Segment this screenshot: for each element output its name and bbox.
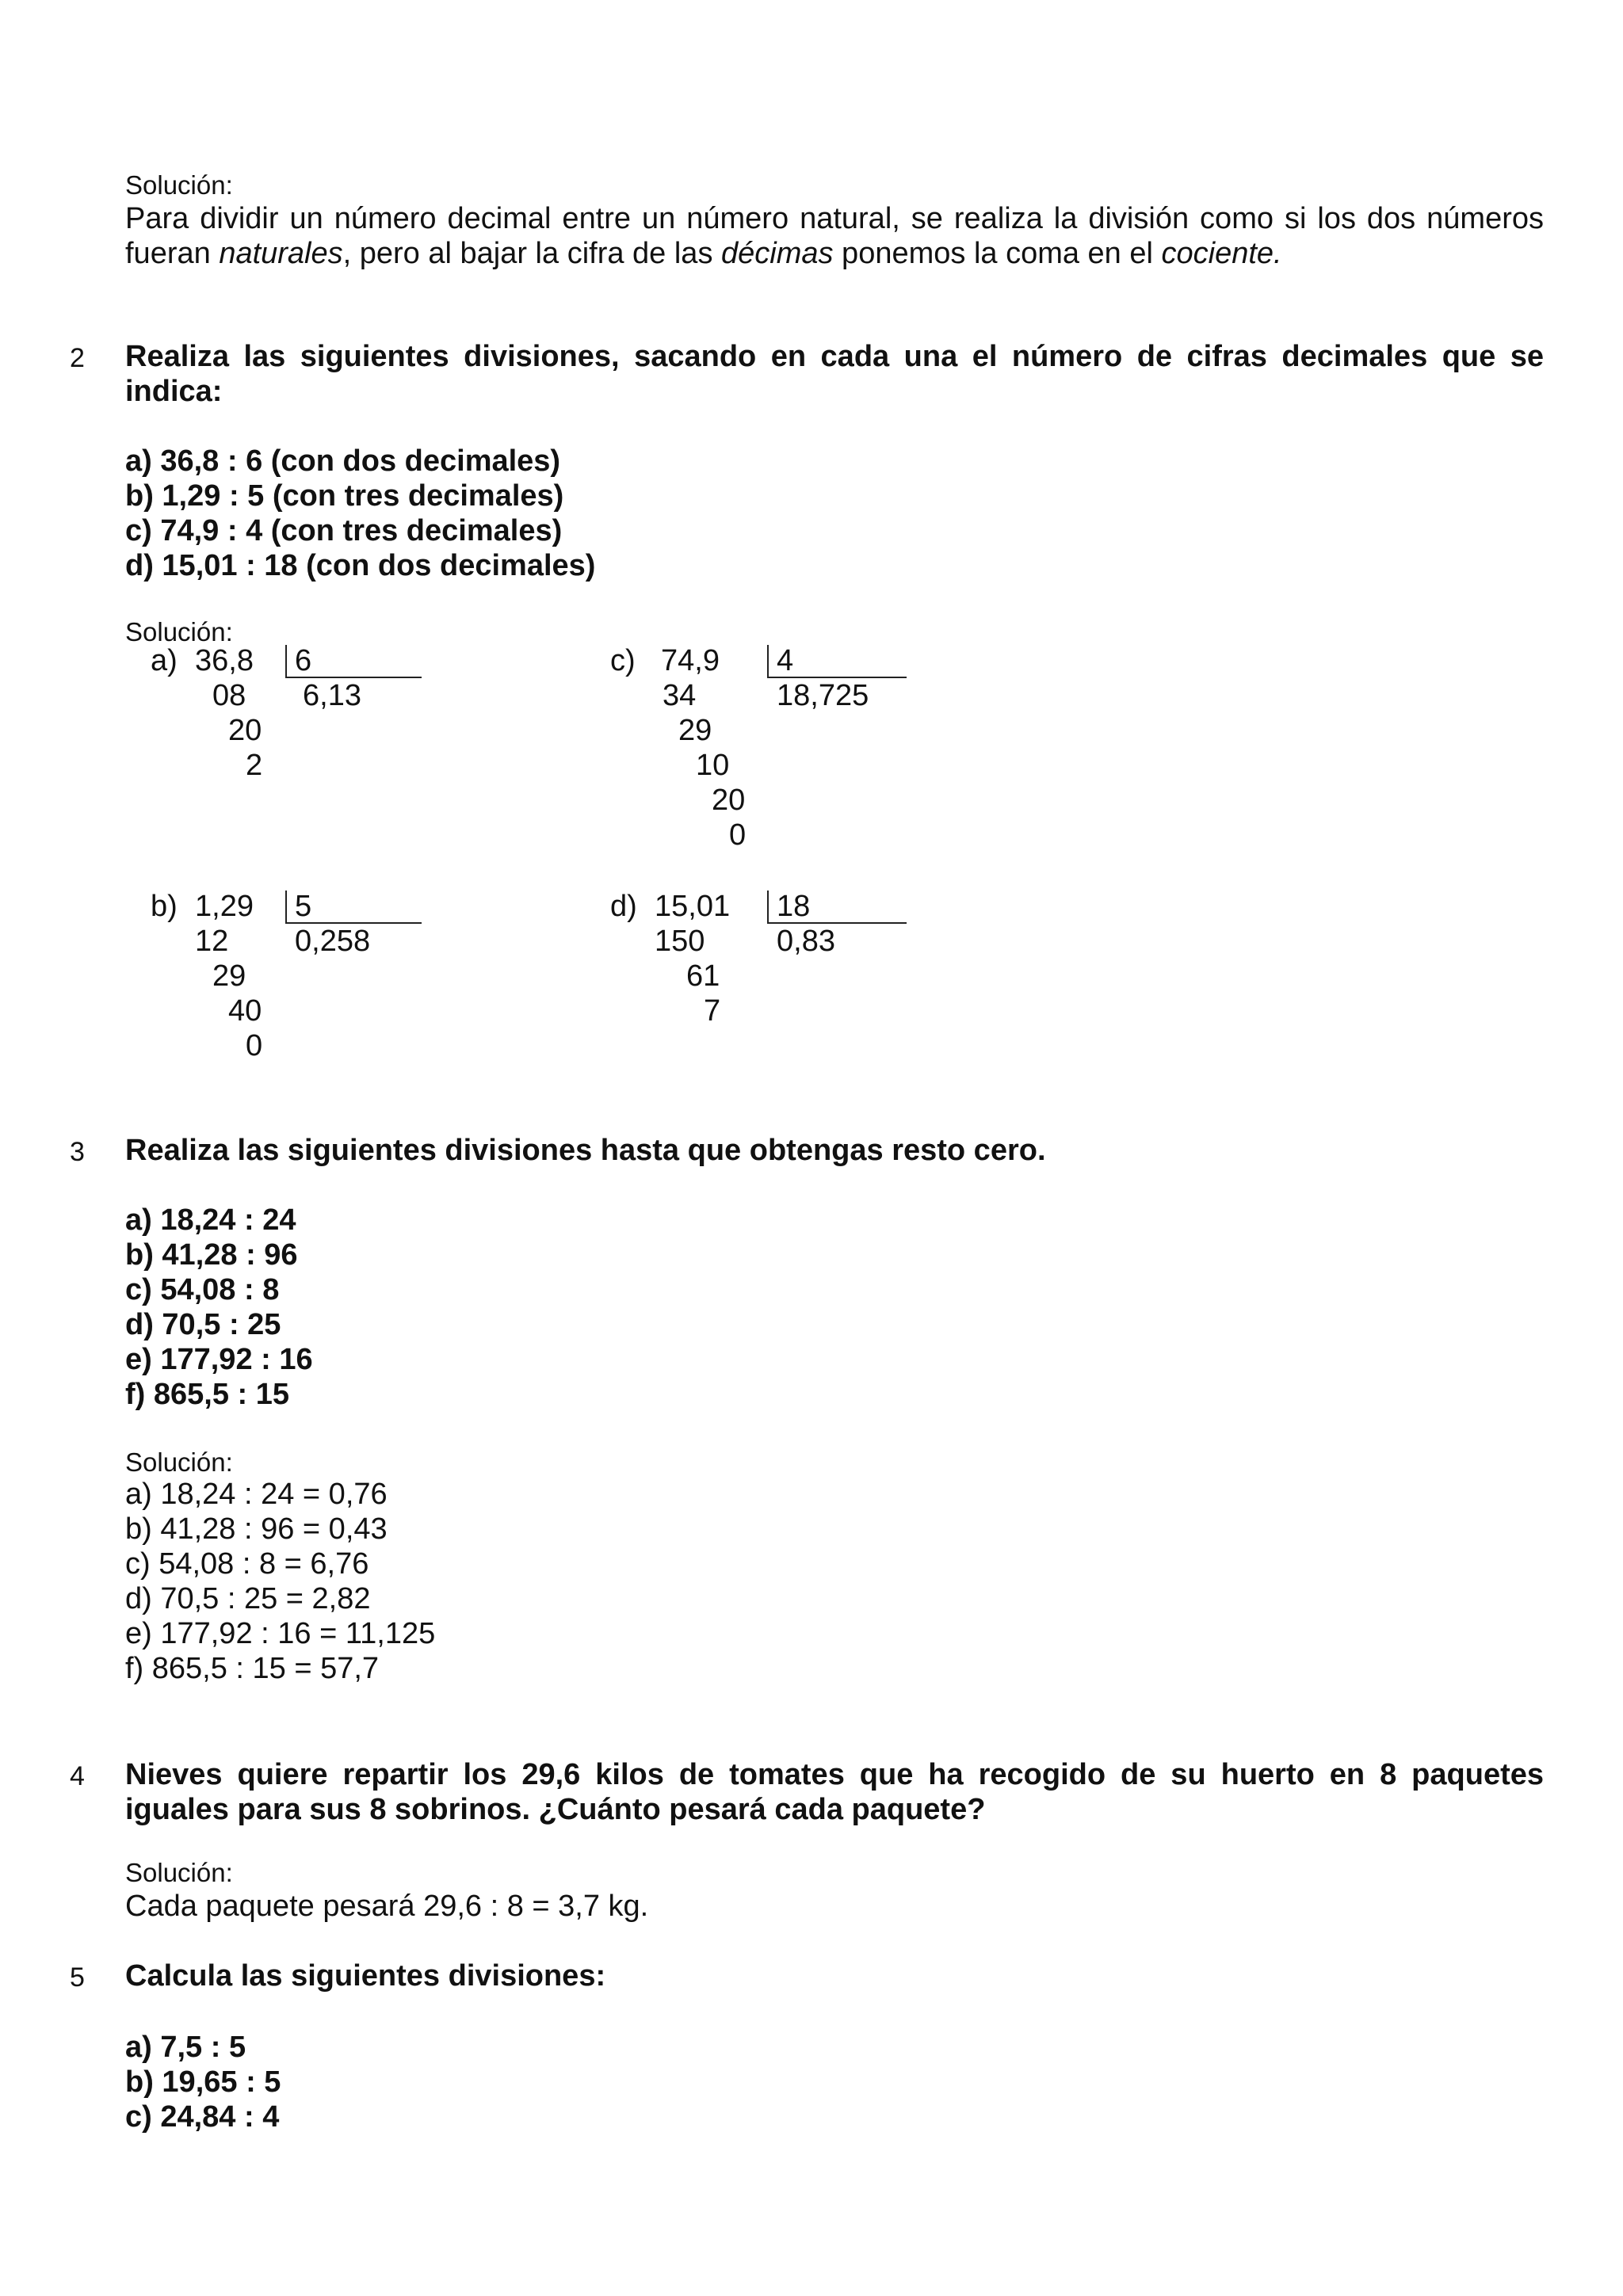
division-d-step-1: 150 (655, 925, 705, 958)
division-d-step-2: 61 (686, 959, 720, 993)
q4-solution-label: Solución: (125, 1858, 233, 1887)
q4-solution: Cada paquete pesará 29,6 : 8 = 3,7 kg. (125, 1890, 649, 1923)
question-5-items (125, 2030, 281, 2134)
question-5-statement: Calcula las siguientes divisiones: (125, 1959, 606, 1993)
division-a-step-2: 20 (228, 714, 262, 747)
intro-text-decimas: décimas (721, 237, 834, 270)
intro-text-1: Para dividir un número decimal entre un número natural, se realiza la división como si los dos números fueran (125, 202, 1544, 270)
question-2-items (125, 444, 595, 583)
division-b-step-3: 40 (228, 994, 262, 1028)
q5-item-a: a) 7,5 : 5 (125, 2031, 246, 2064)
q2-item-b: b) 1,29 : 5 (con tres decimales) (125, 479, 564, 513)
question-3-statement: Realiza las siguientes divisiones hasta que obtengas resto cero. (125, 1134, 1046, 1167)
division-c-step-2: 29 (678, 714, 712, 747)
division-d-dividend: 15,01 (655, 890, 731, 923)
q3-solution-f: f) 865,5 : 15 = 57,7 (125, 1652, 380, 1685)
division-d-quotient: 0,83 (777, 925, 835, 958)
division-c-divisor: 4 (777, 644, 794, 677)
division-c-step-3: 10 (696, 749, 730, 782)
question-3-items (125, 1203, 313, 1412)
division-c-label: c) (610, 644, 636, 677)
division-d-step-3: 7 (704, 994, 721, 1028)
q3-item-f: f) 865,5 : 15 (125, 1378, 289, 1411)
division-b-dividend: 1,29 (195, 890, 254, 923)
division-b-divisor: 5 (295, 890, 312, 923)
division-c-step-5: 0 (729, 818, 747, 852)
intro-solution-label: Solución: (125, 170, 233, 200)
q3-solution-label: Solución: (125, 1447, 233, 1477)
question-4-statement: Nieves quiere repartir los 29,6 kilos de tomates que ha recogido de su huerto en 8 paquetes iguales para sus 8 sobrinos. ¿Cuánto pesará cada paquete? (125, 1758, 1544, 1826)
question-number-3: 3 (70, 1137, 85, 1167)
division-b-step-2: 29 (212, 959, 246, 993)
division-c-dividend: 74,9 (661, 644, 720, 677)
division-c-step-1: 34 (663, 679, 697, 712)
division-a-step-3: 2 (246, 749, 263, 782)
division-b-quotient: 0,258 (295, 925, 371, 958)
intro-text-naturales: naturales (219, 237, 343, 270)
q2-item-c: c) 74,9 : 4 (con tres decimales) (125, 514, 563, 547)
division-b-step-4: 0 (246, 1029, 263, 1062)
division-a-step-1: 08 (212, 679, 246, 712)
division-d-label: d) (610, 890, 637, 923)
division-b-label: b) (151, 890, 178, 923)
q3-item-a: a) 18,24 : 24 (125, 1203, 296, 1237)
division-d-divisor: 18 (777, 890, 811, 923)
q3-solution-b: b) 41,28 : 96 = 0,43 (125, 1512, 388, 1546)
question-number-2: 2 (70, 343, 85, 373)
q3-item-d: d) 70,5 : 25 (125, 1308, 281, 1341)
q5-item-c: c) 24,84 : 4 (125, 2100, 280, 2134)
division-a-dividend: 36,8 (195, 644, 254, 677)
intro-text-2: , pero al bajar la cifra de las (342, 237, 721, 270)
question-number-4: 4 (70, 1761, 85, 1791)
intro-text-cociente: cociente. (1161, 237, 1282, 270)
division-a-quotient: 6,13 (303, 679, 361, 712)
division-b-step-1: 12 (195, 925, 229, 958)
division-c-step-4: 20 (712, 784, 746, 817)
q2-item-a: a) 36,8 : 6 (con dos decimales) (125, 444, 561, 478)
q5-item-b: b) 19,65 : 5 (125, 2065, 281, 2099)
division-a-divisor: 6 (295, 644, 312, 677)
division-c-quotient: 18,725 (777, 679, 869, 712)
q3-solution-d: d) 70,5 : 25 = 2,82 (125, 1582, 371, 1615)
intro-text-3: ponemos la coma en el (833, 237, 1162, 270)
q3-solution-a: a) 18,24 : 24 = 0,76 (125, 1478, 388, 1511)
q2-item-d: d) 15,01 : 18 (con dos decimales) (125, 549, 596, 582)
q3-solutions (125, 1477, 435, 1686)
q2-solution-label: Solución: (125, 617, 233, 646)
q3-item-e: e) 177,92 : 16 (125, 1343, 313, 1376)
question-2-statement: Realiza las siguientes divisiones, sacando en cada una el número de cifras decimales que se indica: (125, 340, 1544, 408)
question-number-5: 5 (70, 1962, 85, 1993)
q3-solution-e: e) 177,92 : 16 = 11,125 (125, 1617, 436, 1650)
q3-item-b: b) 41,28 : 96 (125, 1238, 298, 1272)
q3-item-c: c) 54,08 : 8 (125, 1273, 280, 1306)
q3-solution-c: c) 54,08 : 8 = 6,76 (125, 1547, 369, 1581)
intro-solution-text (125, 201, 1544, 271)
division-a-label: a) (151, 644, 178, 677)
